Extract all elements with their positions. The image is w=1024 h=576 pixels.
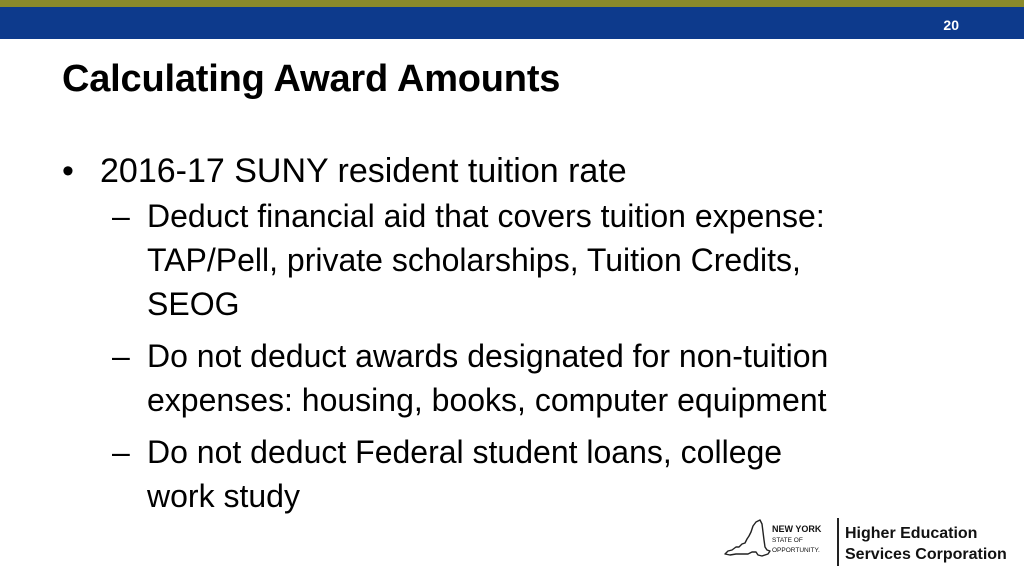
sub-bullet-item xyxy=(112,194,962,326)
sub-bullet-line: Do not deduct awards designated for non-tuition xyxy=(147,338,829,374)
sub-bullet-line: Do not deduct Federal student loans, college xyxy=(147,434,783,470)
sub-bullet-line: Deduct financial aid that covers tuition expense: xyxy=(147,198,825,234)
sub-bullet-line: TAP/Pell, private scholarships, Tuition Credits, xyxy=(147,242,801,278)
sub-bullet-line: expenses: housing, books, computer equipment xyxy=(147,382,827,418)
sub-bullet-item xyxy=(112,334,962,422)
top-accent-stripe xyxy=(0,0,1024,7)
sub-bullet-item xyxy=(112,430,962,518)
nys-wordmark-line: STATE OF xyxy=(772,537,803,544)
hesc-wordmark-line: Services Corporation xyxy=(845,546,1007,563)
bullet-item xyxy=(62,150,962,192)
hesc-wordmark xyxy=(845,523,1007,565)
nys-wordmark-line: NEW YORK xyxy=(772,524,822,534)
slide-content xyxy=(62,150,962,526)
header-bar xyxy=(0,7,1024,39)
hesc-logo xyxy=(722,510,1012,570)
bullet-dot: • xyxy=(62,152,74,190)
sub-bullet-line: work study xyxy=(147,478,300,514)
dash-marker: – xyxy=(112,338,130,374)
nys-wordmark xyxy=(772,524,821,554)
sub-bullet-list xyxy=(112,194,962,518)
new-york-state-map-icon xyxy=(722,514,772,564)
hesc-wordmark-line: Higher Education xyxy=(845,525,978,542)
dash-marker: – xyxy=(112,198,130,234)
bullet-text: 2016-17 SUNY resident tuition rate xyxy=(100,152,627,190)
dash-marker: – xyxy=(112,434,130,470)
sub-bullet-line: SEOG xyxy=(147,286,240,322)
nys-wordmark-line: OPPORTUNITY. xyxy=(772,547,820,554)
page-number: 20 xyxy=(943,17,959,33)
slide-title: Calculating Award Amounts xyxy=(62,58,561,100)
logo-divider xyxy=(837,518,839,566)
